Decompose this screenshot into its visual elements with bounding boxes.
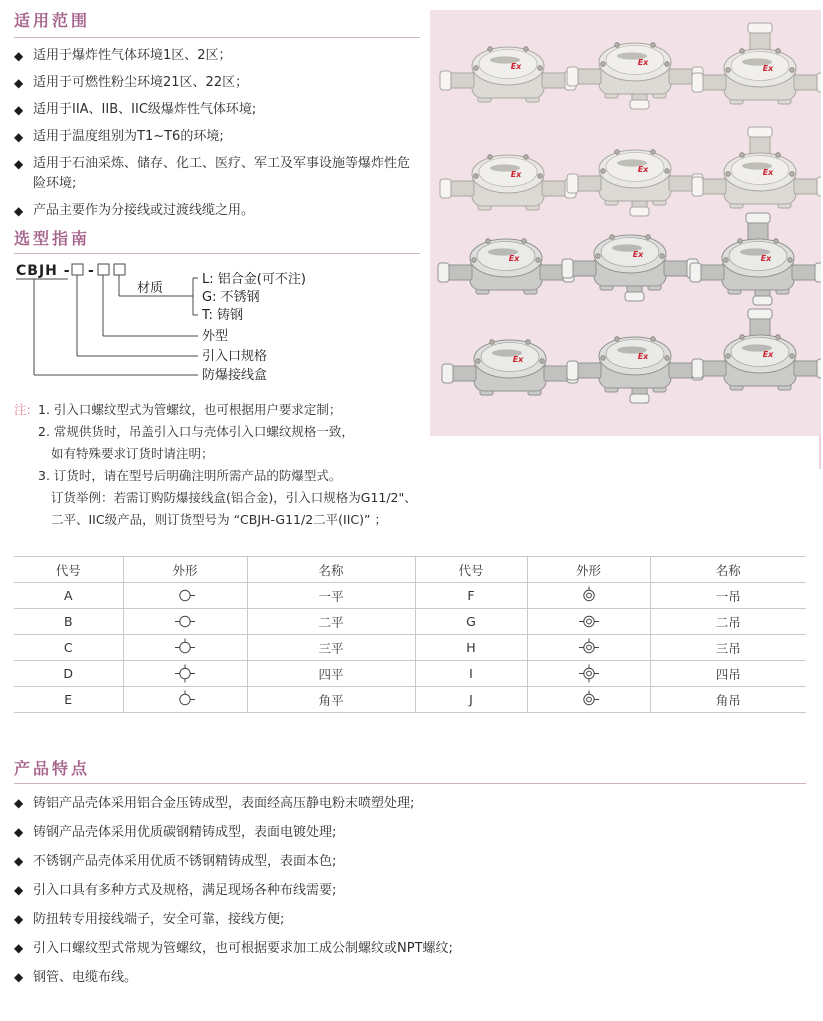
- scope-item-text: 适用于温度组别为T1~T6的环境;: [33, 129, 224, 144]
- diamond-bullet-icon: ◆: [14, 49, 24, 63]
- list-item: [14, 201, 418, 221]
- diamond-bullet-icon: ◆: [14, 157, 24, 171]
- scope-section-title: 适用范围: [14, 11, 91, 30]
- table-row: [14, 687, 806, 713]
- product-photo: [690, 213, 821, 305]
- branch-label-shape: 外型: [202, 329, 229, 344]
- column-header: 名称: [650, 557, 806, 583]
- features-title-underline: [14, 783, 806, 784]
- svg-text:Ex: Ex: [512, 355, 524, 364]
- product-photo: [442, 340, 578, 395]
- diamond-bullet-icon: ◆: [14, 912, 24, 926]
- list-item: [14, 910, 814, 929]
- product-photo: [692, 309, 821, 390]
- selection-title-underline: [14, 253, 420, 254]
- name-cell: 二平: [247, 609, 415, 635]
- features-list: [14, 794, 814, 997]
- branch-label-inlet: 引入口规格: [202, 349, 268, 364]
- page-edge-line: [819, 435, 821, 469]
- product-photo-panel: [430, 10, 821, 436]
- feature-item-text: 引入口具有多种方式及规格，满足现场各种布线需要;: [33, 883, 337, 898]
- list-item: [14, 823, 814, 842]
- list-item: [14, 46, 418, 66]
- note-line: 1. 引入口螺纹型式为管螺纹，也可根据用户要求定制；: [38, 402, 342, 417]
- shape-glyph: [123, 687, 247, 713]
- column-header: 外形: [527, 557, 650, 583]
- column-header: 代号: [14, 557, 123, 583]
- feature-item-text: 引入口螺纹型式常规为管螺纹，也可根据要求加工成公制螺纹或NPT螺纹;: [33, 941, 453, 956]
- name-cell: 四平: [247, 661, 415, 687]
- diamond-bullet-icon: ◆: [14, 941, 24, 955]
- list-item: [14, 939, 814, 958]
- feature-item-text: 不锈钢产品壳体采用优质不锈钢精铸成型，表面本色;: [33, 854, 337, 869]
- feature-item-text: 钢管、电缆布线。: [33, 970, 138, 985]
- shape-glyph: [527, 687, 650, 713]
- shape-glyph: [123, 635, 247, 661]
- scope-item-text: 产品主要作为分接线或过渡线缆之用。: [33, 203, 255, 218]
- model-dash: -: [88, 263, 95, 279]
- product-photo: [438, 239, 574, 294]
- features-section-title: 产品特点: [14, 759, 91, 778]
- list-item: [14, 794, 814, 813]
- svg-text:Ex: Ex: [637, 352, 649, 361]
- table-header-row: [14, 557, 806, 583]
- note-line: 订货举例：若需订购防爆接线盒(铝合金)，引入口规格为G11/2"、: [51, 490, 417, 505]
- scope-list: [14, 46, 418, 228]
- table-row: [14, 583, 806, 609]
- svg-text:Ex: Ex: [508, 254, 520, 263]
- note-label: 注:: [14, 402, 31, 417]
- model-box-3: [114, 264, 125, 275]
- svg-text:Ex: Ex: [510, 170, 522, 179]
- code-cell: C: [14, 635, 123, 661]
- shape-glyph: [123, 609, 247, 635]
- list-item: [14, 100, 418, 120]
- diamond-bullet-icon: ◆: [14, 854, 24, 868]
- product-photo: [567, 337, 703, 403]
- code-cell: J: [415, 687, 527, 713]
- note-line: 3. 订货时，请在型号后明确注明所需产品的防爆型式。: [38, 468, 342, 483]
- model-box-2: [98, 264, 109, 275]
- code-cell: E: [14, 687, 123, 713]
- feature-item-text: 铸铝产品壳体采用铝合金压铸成型，表面经高压静电粉末喷塑处理;: [33, 796, 415, 811]
- feature-item-text: 铸钢产品壳体采用优质碳钢精铸成型，表面电镀处理;: [33, 825, 337, 840]
- shape-glyph: [527, 609, 650, 635]
- column-header: 名称: [247, 557, 415, 583]
- shape-glyph: [123, 583, 247, 609]
- name-cell: 三平: [247, 635, 415, 661]
- name-cell: 一吊: [650, 583, 806, 609]
- notes-block: [14, 399, 428, 531]
- svg-text:Ex: Ex: [760, 254, 772, 263]
- shape-glyph: [123, 661, 247, 687]
- shape-glyph: [527, 661, 650, 687]
- diamond-bullet-icon: ◆: [14, 883, 24, 897]
- svg-text:Ex: Ex: [637, 165, 649, 174]
- material-option: L: 铝合金(可不注): [202, 272, 306, 287]
- code-cell: B: [14, 609, 123, 635]
- name-cell: 角平: [247, 687, 415, 713]
- svg-text:Ex: Ex: [762, 350, 774, 359]
- feature-item-text: 防扭转专用接线端子，安全可靠，接线方便;: [33, 912, 285, 927]
- scope-item-text: 适用于可燃性粉尘环境21区、22区；: [33, 75, 249, 90]
- diamond-bullet-icon: ◆: [14, 76, 24, 90]
- code-cell: A: [14, 583, 123, 609]
- column-header: 代号: [415, 557, 527, 583]
- list-item: [14, 127, 418, 147]
- name-cell: 二吊: [650, 609, 806, 635]
- list-item: [14, 881, 814, 900]
- name-cell: 四吊: [650, 661, 806, 687]
- model-prefix: CBJH -: [16, 263, 71, 279]
- product-photo: [562, 235, 698, 301]
- diamond-bullet-icon: ◆: [14, 130, 24, 144]
- shape-glyph: [527, 583, 650, 609]
- scope-item-text: 适用于爆炸性气体环境1区、2区；: [33, 48, 232, 63]
- code-cell: G: [415, 609, 527, 635]
- material-option: G: 不锈钢: [202, 290, 260, 305]
- list-item: [14, 73, 418, 93]
- selection-section-title: 选型指南: [14, 229, 91, 248]
- material-label: 材质: [137, 281, 164, 296]
- table-row: [14, 661, 806, 687]
- shape-glyph: [527, 635, 650, 661]
- product-photo: [440, 155, 576, 210]
- note-line: 二平、IIC级产品，则订货型号为 “CBJH-G11/2二平(IIC)” ；: [51, 512, 387, 527]
- svg-text:Ex: Ex: [762, 168, 774, 177]
- material-option: T: 铸钢: [202, 308, 244, 323]
- product-photo: [567, 43, 703, 109]
- diamond-bullet-icon: ◆: [14, 204, 24, 218]
- name-cell: 角吊: [650, 687, 806, 713]
- list-item: [14, 154, 418, 194]
- model-code-diagram: [14, 258, 426, 390]
- code-cell: F: [415, 583, 527, 609]
- name-cell: 三吊: [650, 635, 806, 661]
- scope-item-text: 适用于石油采炼、储存、化工、医疗、军工及军事设施等爆炸性危险环境;: [33, 156, 411, 191]
- svg-text:Ex: Ex: [510, 62, 522, 71]
- diamond-bullet-icon: ◆: [14, 825, 24, 839]
- product-photo: [692, 23, 821, 104]
- note-line: 如有特殊要求订货时请注明；: [51, 446, 214, 461]
- product-photo: [567, 150, 703, 216]
- name-cell: 一平: [247, 583, 415, 609]
- list-item: [14, 852, 814, 871]
- diamond-bullet-icon: ◆: [14, 103, 24, 117]
- table-row: [14, 635, 806, 661]
- diamond-bullet-icon: ◆: [14, 970, 24, 984]
- scope-item-text: 适用于IIA、IIB、IIC级爆炸性气体环境;: [33, 102, 257, 117]
- note-line: 2. 常规供货时，吊盖引入口与壳体引入口螺纹规格一致，: [38, 424, 354, 439]
- svg-text:Ex: Ex: [637, 58, 649, 67]
- product-photo: [440, 47, 576, 102]
- table-row: [14, 609, 806, 635]
- diamond-bullet-icon: ◆: [14, 796, 24, 810]
- product-photo: [692, 127, 821, 208]
- svg-text:Ex: Ex: [762, 64, 774, 73]
- code-cell: D: [14, 661, 123, 687]
- branch-label-box: 防爆接线盒: [202, 368, 268, 383]
- column-header: 外形: [123, 557, 247, 583]
- shape-code-table: [14, 556, 806, 713]
- product-photos: [430, 10, 821, 436]
- svg-text:Ex: Ex: [632, 250, 644, 259]
- code-cell: I: [415, 661, 527, 687]
- list-item: [14, 968, 814, 987]
- model-box-1: [72, 264, 83, 275]
- scope-title-underline: [14, 37, 420, 38]
- code-cell: H: [415, 635, 527, 661]
